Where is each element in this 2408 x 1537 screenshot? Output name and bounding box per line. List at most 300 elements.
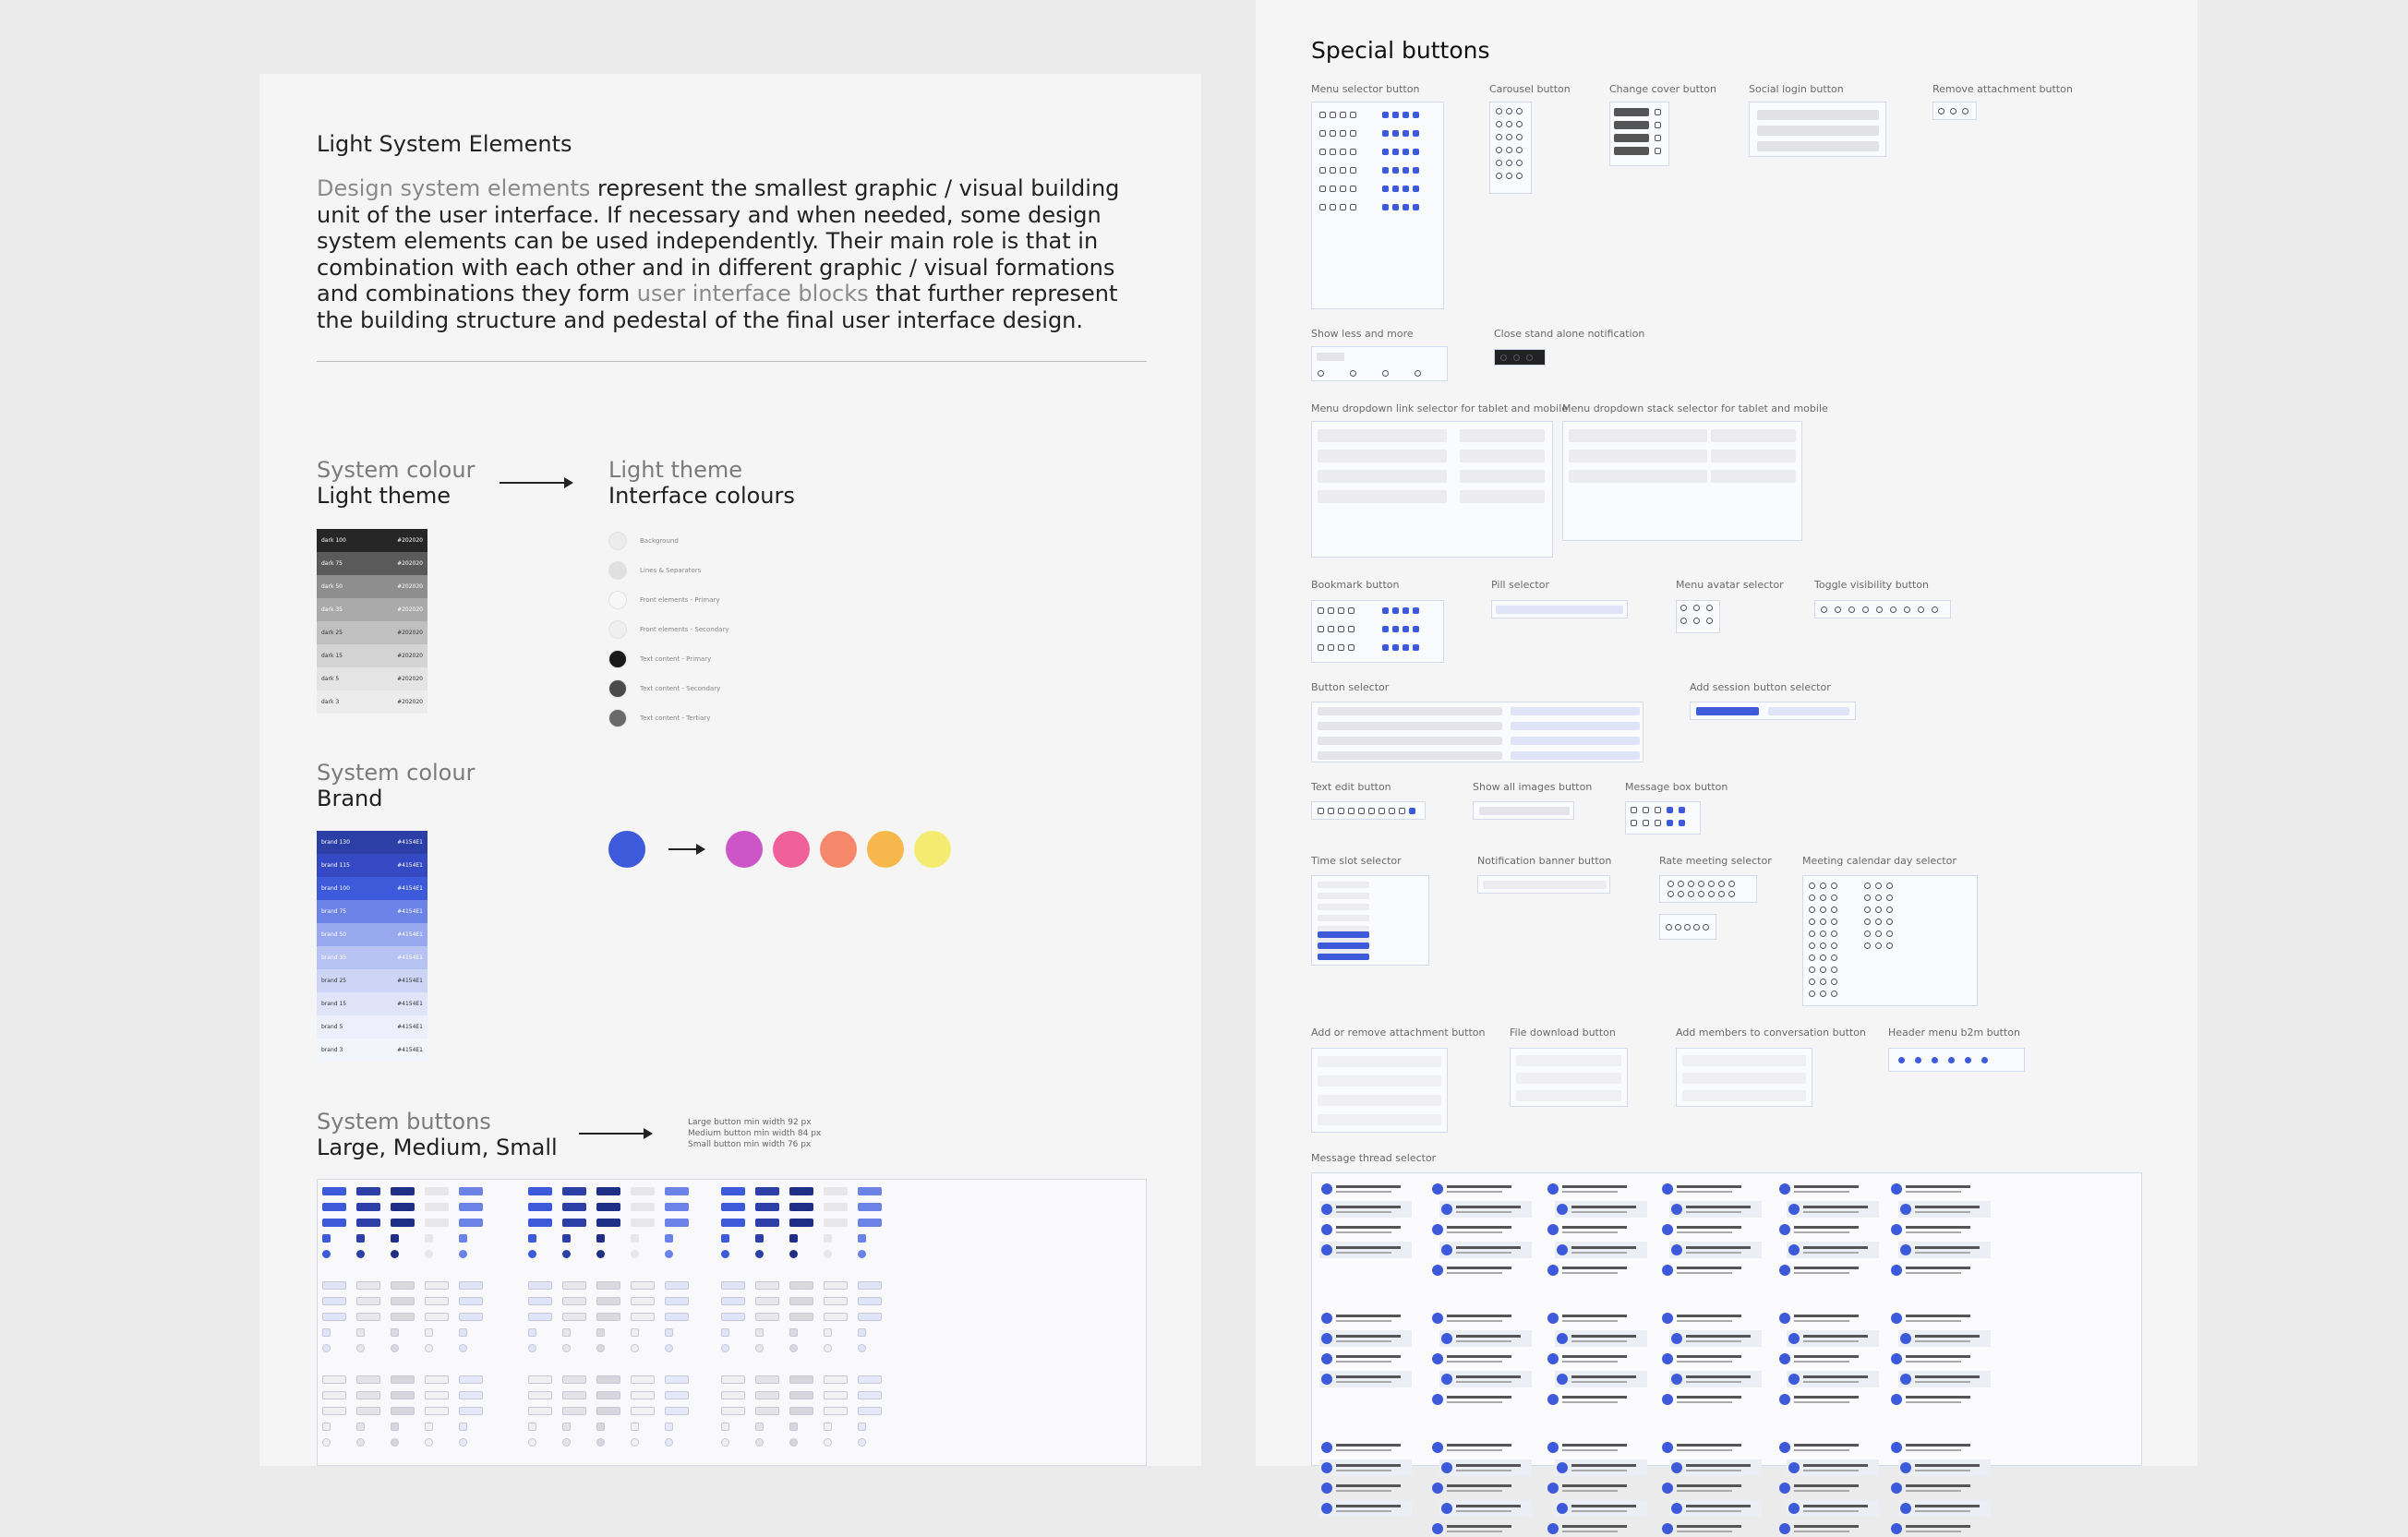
mini-control[interactable] [1348,626,1354,632]
mini-control[interactable] [1516,108,1523,114]
mini-button[interactable] [459,1438,467,1447]
message-thread-row[interactable] [1898,1459,1991,1476]
design-system-elements-link[interactable]: Design system elements [317,175,591,201]
mini-button[interactable] [665,1297,689,1305]
mini-button[interactable] [322,1375,346,1384]
mini-control[interactable] [1886,895,1893,901]
mini-row[interactable] [1318,915,1369,921]
mini-row[interactable] [1768,707,1849,715]
mini-button[interactable] [789,1250,798,1258]
mini-control[interactable] [1809,931,1815,937]
mini-control[interactable] [1413,149,1419,155]
mini-button[interactable] [858,1313,882,1321]
mini-control[interactable] [1820,943,1826,949]
mini-control[interactable] [1981,1057,1988,1063]
mini-button[interactable] [356,1407,380,1415]
mini-row[interactable] [1516,1055,1621,1066]
mini-button[interactable] [356,1375,380,1384]
mini-control[interactable] [1350,130,1356,137]
mini-control[interactable] [1831,979,1837,985]
mini-button[interactable] [322,1187,346,1195]
mini-button[interactable] [665,1375,689,1384]
message-thread-row[interactable] [1546,1520,1638,1537]
message-thread-row[interactable] [1660,1520,1752,1537]
mini-control[interactable] [1918,606,1924,613]
mini-control[interactable] [1848,606,1855,613]
mini-row[interactable] [1479,807,1570,815]
mini-button[interactable] [596,1344,605,1352]
mini-control[interactable] [1368,808,1375,814]
mini-control[interactable] [1932,1057,1938,1063]
mini-button[interactable] [789,1344,798,1352]
mini-button[interactable] [528,1250,536,1258]
mini-button[interactable] [356,1313,380,1321]
mini-row[interactable] [1569,429,1707,442]
mini-button[interactable] [562,1281,586,1290]
mini-control[interactable] [1506,160,1512,166]
mini-button[interactable] [721,1219,745,1227]
mini-row[interactable] [1569,450,1707,462]
message-thread-row[interactable] [1669,1242,1762,1258]
mini-control[interactable] [1698,881,1704,887]
mini-control[interactable] [1348,607,1354,614]
mini-button[interactable] [789,1234,798,1243]
mini-row[interactable] [1757,110,1879,120]
message-thread-row[interactable] [1319,1500,1412,1517]
message-thread-row[interactable] [1439,1201,1532,1218]
mini-control[interactable] [1655,820,1661,826]
mini-control[interactable] [1831,883,1837,889]
mini-button[interactable] [528,1203,552,1211]
mini-button[interactable] [322,1407,346,1415]
message-thread-row[interactable] [1777,1181,1870,1197]
mini-button[interactable] [391,1407,415,1415]
mini-button[interactable] [665,1281,689,1290]
mini-button[interactable] [631,1313,655,1321]
mini-control[interactable] [1809,895,1815,901]
mini-button[interactable] [755,1328,764,1337]
mini-control[interactable] [1864,883,1871,889]
mini-row[interactable] [1460,490,1545,503]
mini-button[interactable] [665,1250,673,1258]
mini-row[interactable] [1318,954,1369,960]
mini-control[interactable] [1350,186,1356,192]
mini-control[interactable] [1631,820,1637,826]
mini-button[interactable] [631,1297,655,1305]
mini-button[interactable] [425,1203,449,1211]
mini-button[interactable] [322,1344,331,1352]
message-thread-row[interactable] [1430,1181,1523,1197]
mini-control[interactable] [1886,907,1893,913]
mini-button[interactable] [824,1328,832,1337]
mini-button[interactable] [721,1234,729,1243]
mini-row[interactable] [1460,470,1545,483]
mini-control[interactable] [1675,924,1681,931]
mini-row[interactable] [1318,943,1369,949]
mini-button[interactable] [528,1297,552,1305]
mini-button[interactable] [562,1438,571,1447]
mini-control[interactable] [1965,1057,1971,1063]
mini-control[interactable] [1516,121,1523,127]
mini-control[interactable] [1831,895,1837,901]
mini-control[interactable] [1688,891,1694,897]
mini-control[interactable] [1718,881,1725,887]
mini-button[interactable] [528,1281,552,1290]
mini-control[interactable] [1831,955,1837,961]
mini-button[interactable] [596,1203,620,1211]
mini-control[interactable] [1413,626,1419,632]
mini-button[interactable] [459,1391,483,1399]
mini-button[interactable] [665,1438,673,1447]
message-thread-row[interactable] [1546,1351,1638,1367]
mini-button[interactable] [721,1423,729,1431]
mini-control[interactable] [1392,167,1399,174]
mini-control[interactable] [1516,173,1523,179]
message-thread-row[interactable] [1430,1310,1523,1327]
mini-control[interactable] [1820,991,1826,997]
message-thread-row[interactable] [1319,1330,1412,1347]
message-thread-row[interactable] [1319,1181,1412,1197]
mini-control[interactable] [1809,979,1815,985]
message-thread-row[interactable] [1555,1330,1647,1347]
mini-control[interactable] [1667,820,1673,826]
mini-button[interactable] [858,1297,882,1305]
mini-control[interactable] [1821,606,1827,613]
message-thread-row[interactable] [1777,1391,1870,1408]
mini-button[interactable] [824,1187,848,1195]
mini-control[interactable] [1506,121,1512,127]
mini-control[interactable] [1319,149,1326,155]
message-thread-row[interactable] [1889,1351,1981,1367]
mini-button[interactable] [391,1281,415,1290]
mini-button[interactable] [425,1297,449,1305]
mini-button[interactable] [425,1234,433,1243]
mini-button[interactable] [858,1203,882,1211]
message-thread-row[interactable] [1546,1391,1638,1408]
mini-button[interactable] [528,1375,552,1384]
mini-button[interactable] [322,1313,346,1321]
mini-control[interactable] [1831,919,1837,925]
mini-control[interactable] [1890,606,1896,613]
mini-button[interactable] [665,1423,673,1431]
mini-control[interactable] [1340,167,1346,174]
mini-row[interactable] [1318,429,1447,442]
mini-control[interactable] [1809,919,1815,925]
mini-button[interactable] [858,1344,866,1352]
message-thread-row[interactable] [1787,1330,1879,1347]
mini-control[interactable] [1693,618,1700,624]
message-thread-row[interactable] [1439,1330,1532,1347]
message-thread-row[interactable] [1787,1459,1879,1476]
message-thread-row[interactable] [1898,1201,1991,1218]
mini-control[interactable] [1392,112,1399,118]
mini-button[interactable] [356,1281,380,1290]
mini-button[interactable] [425,1281,449,1290]
mini-row[interactable] [1511,751,1640,760]
mini-button[interactable] [721,1313,745,1321]
mini-button[interactable] [596,1219,620,1227]
mini-row[interactable] [1614,147,1649,155]
mini-row[interactable] [1511,722,1640,730]
mini-control[interactable] [1886,931,1893,937]
message-thread-row[interactable] [1777,1221,1870,1238]
mini-row[interactable] [1711,470,1796,483]
mini-button[interactable] [631,1328,639,1337]
mini-button[interactable] [824,1375,848,1384]
mini-button[interactable] [665,1219,689,1227]
mini-control[interactable] [1718,891,1725,897]
mini-control[interactable] [1706,605,1713,611]
mini-control[interactable] [1526,354,1533,361]
mini-control[interactable] [1809,991,1815,997]
mini-button[interactable] [391,1219,415,1227]
mini-control[interactable] [1831,931,1837,937]
mini-button[interactable] [721,1187,745,1195]
mini-button[interactable] [391,1423,399,1431]
mini-control[interactable] [1382,149,1389,155]
mini-control[interactable] [1678,891,1684,897]
mini-control[interactable] [1409,808,1415,814]
mini-button[interactable] [562,1297,586,1305]
mini-row[interactable] [1682,1073,1806,1084]
mini-control[interactable] [1643,807,1649,813]
mini-control[interactable] [1389,808,1395,814]
mini-control[interactable] [1413,644,1419,651]
mini-control[interactable] [1875,895,1882,901]
mini-button[interactable] [596,1250,605,1258]
mini-control[interactable] [1328,607,1334,614]
mini-control[interactable] [1403,644,1409,651]
mini-control[interactable] [1358,808,1365,814]
mini-control[interactable] [1340,204,1346,210]
mini-control[interactable] [1392,204,1399,210]
mini-control[interactable] [1506,173,1512,179]
mini-button[interactable] [528,1423,536,1431]
mini-control[interactable] [1392,644,1399,651]
mini-button[interactable] [755,1281,779,1290]
message-thread-row[interactable] [1430,1391,1523,1408]
mini-control[interactable] [1820,979,1826,985]
mini-control[interactable] [1392,130,1399,137]
mini-button[interactable] [322,1423,331,1431]
message-thread-row[interactable] [1898,1371,1991,1387]
mini-button[interactable] [322,1203,346,1211]
mini-button[interactable] [824,1281,848,1290]
mini-row[interactable] [1711,450,1796,462]
mini-control[interactable] [1328,644,1334,651]
mini-control[interactable] [1340,130,1346,137]
mini-button[interactable] [665,1313,689,1321]
mini-control[interactable] [1875,883,1882,889]
message-thread-row[interactable] [1439,1459,1532,1476]
mini-control[interactable] [1703,924,1709,931]
mini-button[interactable] [322,1219,346,1227]
mini-button[interactable] [356,1250,365,1258]
mini-control[interactable] [1496,147,1502,153]
mini-control[interactable] [1382,186,1389,192]
message-thread-row[interactable] [1546,1480,1638,1496]
mini-control[interactable] [1864,919,1871,925]
mini-button[interactable] [425,1375,449,1384]
mini-button[interactable] [322,1328,331,1337]
mini-row[interactable] [1318,722,1502,730]
mini-button[interactable] [425,1313,449,1321]
message-thread-row[interactable] [1546,1181,1638,1197]
mini-control[interactable] [1708,881,1715,887]
mini-button[interactable] [665,1344,673,1352]
mini-control[interactable] [1684,924,1691,931]
mini-control[interactable] [1506,134,1512,140]
mini-control[interactable] [1318,808,1324,814]
mini-button[interactable] [562,1344,571,1352]
mini-control[interactable] [1875,907,1882,913]
mini-control[interactable] [1392,626,1399,632]
mini-row[interactable] [1757,126,1879,136]
mini-button[interactable] [391,1391,415,1399]
mini-control[interactable] [1348,808,1354,814]
mini-control[interactable] [1338,808,1344,814]
mini-button[interactable] [824,1391,848,1399]
mini-button[interactable] [789,1423,798,1431]
mini-button[interactable] [824,1203,848,1211]
mini-button[interactable] [824,1250,832,1258]
message-thread-row[interactable] [1669,1201,1762,1218]
mini-button[interactable] [631,1375,655,1384]
mini-control[interactable] [1330,204,1336,210]
mini-control[interactable] [1392,149,1399,155]
mini-control[interactable] [1820,955,1826,961]
mini-button[interactable] [858,1281,882,1290]
message-thread-row[interactable] [1319,1371,1412,1387]
mini-button[interactable] [459,1328,467,1337]
mini-row[interactable] [1516,1090,1621,1101]
mini-button[interactable] [562,1187,586,1195]
mini-control[interactable] [1350,112,1356,118]
message-thread-row[interactable] [1439,1371,1532,1387]
message-thread-row[interactable] [1889,1221,1981,1238]
mini-button[interactable] [528,1438,536,1447]
mini-button[interactable] [459,1219,483,1227]
mini-button[interactable] [596,1297,620,1305]
mini-control[interactable] [1318,370,1324,377]
mini-button[interactable] [322,1281,346,1290]
mini-button[interactable] [665,1187,689,1195]
mini-control[interactable] [1950,108,1956,114]
mini-button[interactable] [356,1344,365,1352]
mini-control[interactable] [1809,943,1815,949]
mini-control[interactable] [1382,167,1389,174]
message-thread-row[interactable] [1777,1520,1870,1537]
mini-control[interactable] [1655,122,1661,128]
mini-row[interactable] [1496,606,1623,614]
mini-button[interactable] [562,1203,586,1211]
mini-button[interactable] [789,1438,798,1447]
message-thread-row[interactable] [1777,1439,1870,1456]
mini-control[interactable] [1496,173,1502,179]
mini-button[interactable] [596,1375,620,1384]
message-thread-row[interactable] [1430,1520,1523,1537]
mini-button[interactable] [755,1313,779,1321]
mini-control[interactable] [1403,130,1409,137]
mini-button[interactable] [356,1297,380,1305]
mini-control[interactable] [1403,149,1409,155]
mini-button[interactable] [322,1234,331,1243]
message-thread-row[interactable] [1319,1310,1412,1327]
mini-button[interactable] [858,1234,866,1243]
mini-control[interactable] [1513,354,1520,361]
mini-control[interactable] [1668,891,1674,897]
mini-control[interactable] [1350,204,1356,210]
mini-button[interactable] [356,1219,380,1227]
mini-control[interactable] [1678,881,1684,887]
mini-control[interactable] [1875,931,1882,937]
mini-button[interactable] [755,1375,779,1384]
mini-button[interactable] [562,1407,586,1415]
mini-button[interactable] [562,1219,586,1227]
mini-control[interactable] [1655,807,1661,813]
mini-button[interactable] [356,1423,365,1431]
mini-control[interactable] [1319,204,1326,210]
mini-button[interactable] [824,1438,832,1447]
mini-button[interactable] [596,1234,605,1243]
message-thread-row[interactable] [1319,1439,1412,1456]
mini-button[interactable] [356,1234,365,1243]
mini-button[interactable] [391,1297,415,1305]
mini-control[interactable] [1820,967,1826,973]
mini-control[interactable] [1655,135,1661,141]
mini-button[interactable] [824,1344,832,1352]
mini-button[interactable] [789,1297,813,1305]
mini-row[interactable] [1614,121,1649,129]
mini-button[interactable] [789,1391,813,1399]
mini-button[interactable] [721,1391,745,1399]
message-thread-row[interactable] [1319,1480,1412,1496]
mini-button[interactable] [391,1375,415,1384]
mini-button[interactable] [356,1203,380,1211]
mini-control[interactable] [1403,204,1409,210]
message-thread-row[interactable] [1889,1520,1981,1537]
mini-row[interactable] [1614,108,1649,116]
message-thread-row[interactable] [1777,1351,1870,1367]
mini-button[interactable] [789,1187,813,1195]
mini-button[interactable] [596,1391,620,1399]
mini-button[interactable] [391,1250,399,1258]
mini-control[interactable] [1875,919,1882,925]
message-thread-row[interactable] [1669,1371,1762,1387]
mini-control[interactable] [1875,943,1882,949]
mini-button[interactable] [562,1250,571,1258]
mini-control[interactable] [1413,607,1419,614]
mini-control[interactable] [1915,1057,1921,1063]
mini-control[interactable] [1413,112,1419,118]
mini-control[interactable] [1382,112,1389,118]
mini-control[interactable] [1392,186,1399,192]
mini-control[interactable] [1330,130,1336,137]
mini-row[interactable] [1682,1055,1806,1066]
mini-control[interactable] [1688,881,1694,887]
mini-control[interactable] [1655,109,1661,115]
mini-row[interactable] [1511,707,1640,715]
mini-control[interactable] [1319,112,1326,118]
message-thread-row[interactable] [1319,1201,1412,1218]
mini-button[interactable] [824,1234,832,1243]
mini-button[interactable] [631,1407,655,1415]
mini-button[interactable] [789,1328,798,1337]
mini-button[interactable] [755,1219,779,1227]
mini-button[interactable] [789,1203,813,1211]
mini-button[interactable] [755,1234,764,1243]
message-thread-row[interactable] [1889,1181,1981,1197]
